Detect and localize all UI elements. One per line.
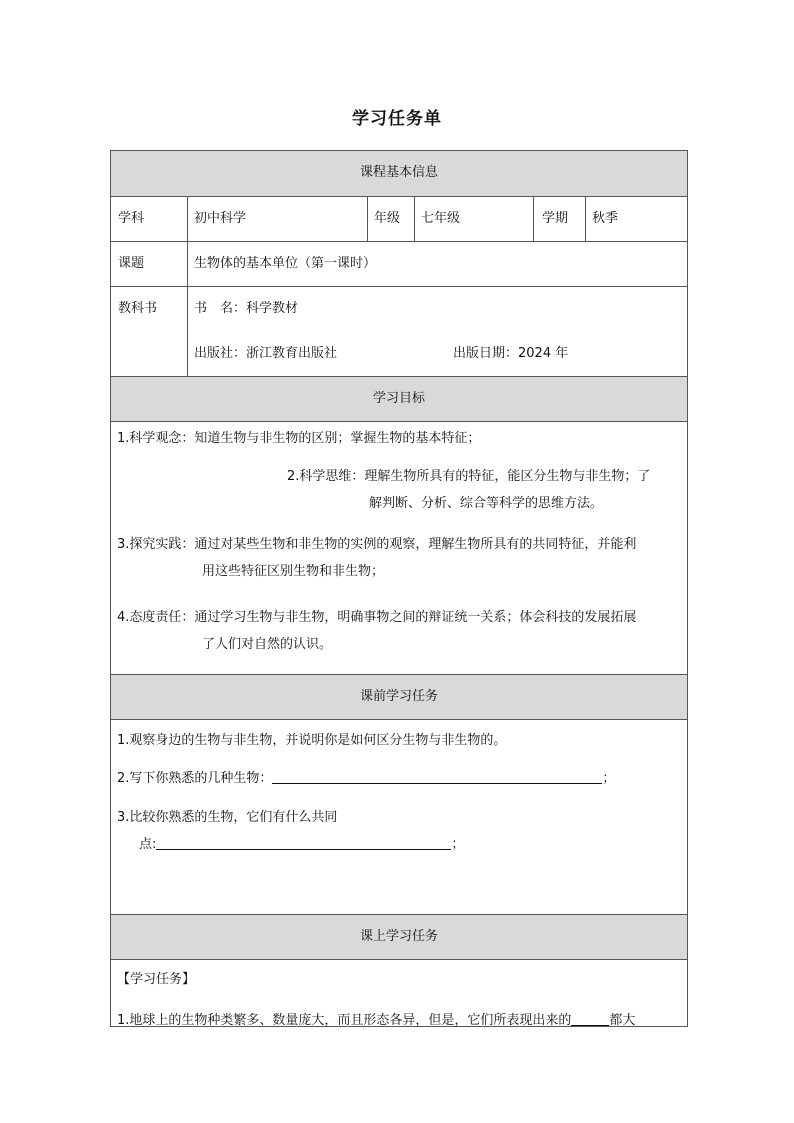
grade-value-cell <box>414 197 533 241</box>
pre-class-content <box>111 719 687 914</box>
in-class-section-title: 【学习任务】 <box>117 972 196 987</box>
subject-value: 初中科学 <box>194 211 247 226</box>
objective-2-line1: 2.科学思维：理解生物所具有的特征，能区分生物与非生物；了 <box>287 469 651 484</box>
topic-label: 课题 <box>118 256 145 271</box>
textbook-row <box>111 286 687 376</box>
publisher: 出版社：浙江教育出版社 <box>194 346 338 361</box>
pre-task-3-line1: 3.比较你熟悉的生物，它们有什么共同 <box>117 810 338 825</box>
objective-4-line2: 了人们对自然的认识。 <box>202 637 333 652</box>
subject-label: 学科 <box>118 211 145 226</box>
grade-label: 年级 <box>374 211 401 226</box>
pre-task-3-suffix: ； <box>451 837 465 852</box>
textbook-detail-cell <box>187 287 687 376</box>
in-class-task-1-blank[interactable] <box>571 1011 609 1026</box>
page-title: 学习任务单 <box>352 109 442 129</box>
pre-task-3-line2 <box>139 833 464 852</box>
grade-value: 七年级 <box>421 211 461 226</box>
course-info-header <box>111 151 687 196</box>
pre-task-2-blank[interactable] <box>272 769 602 784</box>
subject-label-cell <box>111 197 187 241</box>
textbook-label: 教科书 <box>118 301 158 316</box>
term-value-cell <box>585 197 687 241</box>
pre-task-2-suffix: ； <box>602 771 616 786</box>
objective-4-line1: 4.态度责任：通过学习生物与非生物，明确事物之间的辩证统一关系；体会科技的发展拓展 <box>117 610 637 625</box>
topic-label-cell <box>111 242 187 286</box>
course-info-header-text: 课程基本信息 <box>359 165 438 180</box>
objective-1: 1.科学观念：知道生物与非生物的区别；掌握生物的基本特征； <box>117 431 481 446</box>
topic-value-cell <box>187 242 687 286</box>
pre-class-header-text: 课前学习任务 <box>359 689 438 704</box>
pre-task-2 <box>117 767 615 786</box>
in-class-task-1-suffix: 都大 <box>609 1013 636 1028</box>
objective-2-line2: 解判断、分析、综合等科学的思维方法。 <box>369 496 604 511</box>
pre-task-1: 1.观察身边的生物与非生物，并说明你是如何区分生物与非生物的。 <box>117 733 507 748</box>
textbook-label-cell <box>111 287 187 376</box>
in-class-content <box>111 959 687 1026</box>
pre-task-2-prefix: 2.写下你熟悉的几种生物： <box>117 771 273 786</box>
in-class-task-1 <box>117 1009 635 1028</box>
in-class-task-1-prefix: 1.地球上的生物种类繁多、数量庞大，而且形态各异，但是，它们所表现出来的 <box>117 1013 572 1028</box>
subject-value-cell <box>187 197 367 241</box>
topic-value: 生物体的基本单位（第一课时） <box>194 256 377 271</box>
publish-date: 出版日期：2024 年 <box>453 346 569 361</box>
term-label-cell <box>533 197 585 241</box>
book-name: 书 名：科学教材 <box>194 301 299 316</box>
topic-row <box>111 241 687 286</box>
objective-3-line2: 用这些特征区别生物和非生物； <box>202 564 385 579</box>
pre-task-3-blank[interactable] <box>156 835 451 850</box>
in-class-header-text: 课上学习任务 <box>359 929 438 944</box>
subject-row <box>111 196 687 241</box>
objectives-header-text: 学习目标 <box>372 391 425 406</box>
grade-label-cell <box>367 197 414 241</box>
term-label: 学期 <box>542 211 569 226</box>
objective-3-line1: 3.探究实践：通过对某些生物和非生物的实例的观察，理解生物所具有的共同特征，并能利 <box>117 537 637 552</box>
in-class-header <box>111 914 687 959</box>
objectives-content <box>111 421 687 674</box>
term-value: 秋季 <box>592 211 619 226</box>
pre-class-header <box>111 674 687 719</box>
pre-task-3-prefix: 点: <box>139 837 157 852</box>
objectives-header <box>111 376 687 421</box>
task-sheet-table <box>110 150 688 1027</box>
